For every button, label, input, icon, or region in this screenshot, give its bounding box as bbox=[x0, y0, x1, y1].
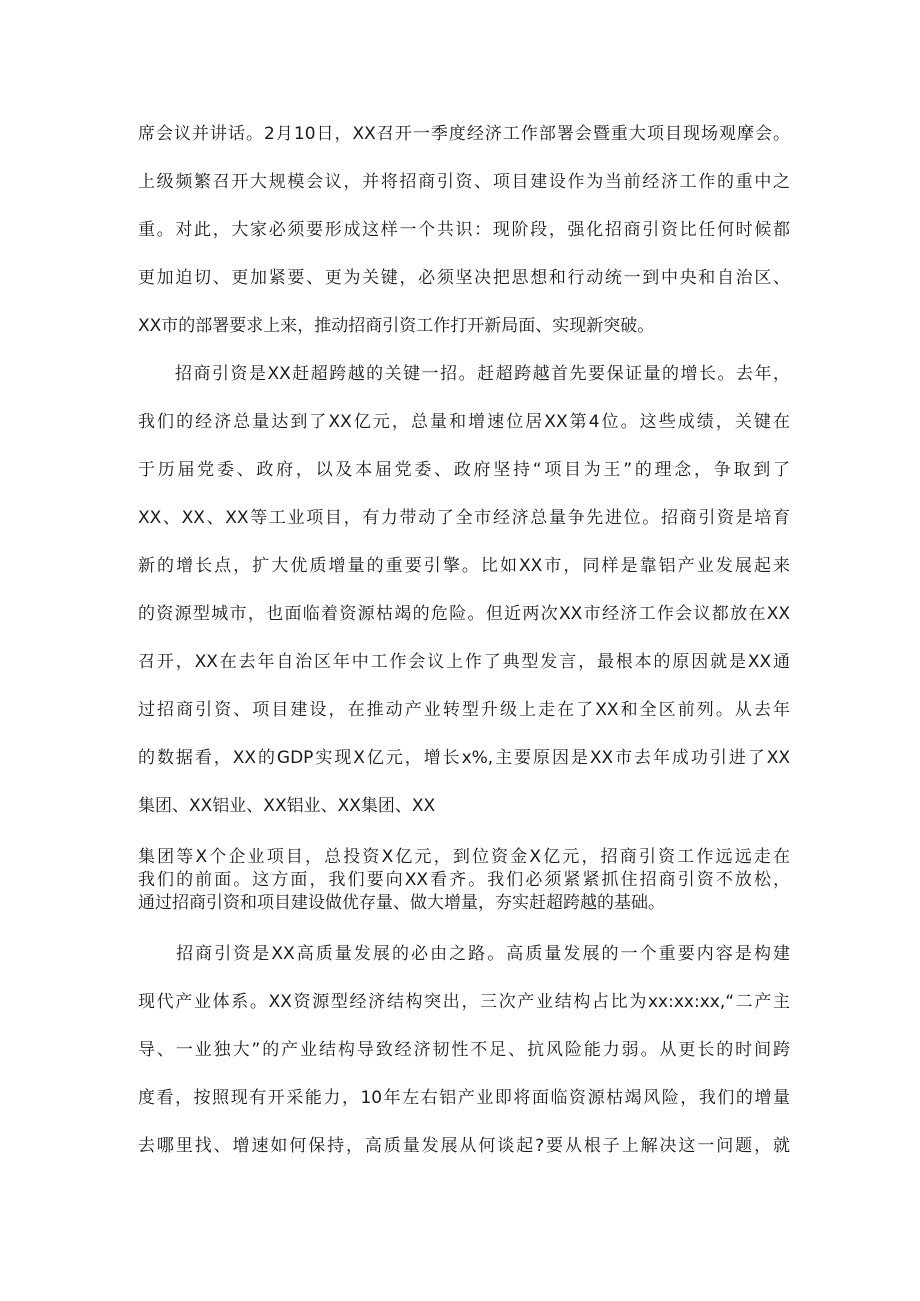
text-line: 集团等X个企业项目，总投资X亿元，到位资金X亿元，招商引资工作远远走在 bbox=[138, 847, 790, 867]
paragraph-1 bbox=[138, 110, 790, 350]
text-line: 导、一业独大”的产业结构导致经济韧性不足、抗风险能力弱。从更长的时间跨 bbox=[138, 1040, 790, 1060]
text-line: 通过招商引资和项目建设做优存量、做大增量，夯实赶超跨越的基础。 bbox=[138, 893, 665, 913]
text-line: 我们的前面。这方面，我们要向XX看齐。我们必须紧紧抓住招商引资不放松， bbox=[138, 870, 790, 890]
paragraph-4 bbox=[138, 930, 790, 1170]
text-line: 集团、XX铝业、XX铝业、XX集团、XX bbox=[138, 796, 436, 816]
text-line: 我们的经济总量达到了XX亿元，总量和增速位居XX第4位。这些成绩，关键在 bbox=[138, 412, 790, 432]
text-line: 于历届党委、政府，以及本届党委、政府坚持“项目为王”的理念，争取到了 bbox=[138, 460, 790, 480]
text-line: XX、XX、XX等工业项目，有力带动了全市经济总量争先进位。招商引资是培育 bbox=[138, 508, 790, 528]
paragraph-2 bbox=[138, 350, 790, 830]
text-line: 更加迫切、更加紧要、更为关键，必须坚决把思想和行动统一到中央和自治区、 bbox=[138, 268, 790, 288]
paragraph-3 bbox=[138, 846, 790, 915]
text-line: 过招商引资、项目建设，在推动产业转型升级上走在了XX和全区前列。从去年 bbox=[138, 700, 790, 720]
text-line: 招商引资是XX高质量发展的必由之路。高质量发展的一个重要内容是构建 bbox=[138, 944, 790, 964]
text-line: 新的增长点，扩大优质增量的重要引擎。比如XX市，同样是靠铝产业发展起来 bbox=[138, 556, 790, 576]
text-line: XX市的部署要求上来，推动招商引资工作打开新局面、实现新突破。 bbox=[138, 316, 655, 336]
text-line: 席会议并讲话。2月10日，XX召开一季度经济工作部署会暨重大项目现场观摩会。 bbox=[138, 124, 790, 144]
text-line: 重。对此，大家必须要形成这样一个共识：现阶段，强化招商引资比任何时候都 bbox=[138, 220, 790, 240]
text-line: 上级频繁召开大规模会议，并将招商引资、项目建设作为当前经济工作的重中之 bbox=[138, 172, 790, 192]
text-line: 召开，XX在去年自治区年中工作会议上作了典型发言，最根本的原因就是XX通 bbox=[138, 652, 790, 672]
text-line: 的资源型城市，也面临着资源枯竭的危险。但近两次XX市经济工作会议都放在XX bbox=[138, 604, 790, 624]
text-line: 招商引资是XX赶超跨越的关键一招。赶超跨越首先要保证量的增长。去年， bbox=[138, 364, 790, 384]
text-line: 去哪里找、增速如何保持，高质量发展从何谈起?要从根子上解决这一问题，就 bbox=[138, 1136, 790, 1156]
text-line: 度看，按照现有开采能力，10年左右铝产业即将面临资源枯竭风险，我们的增量 bbox=[138, 1088, 790, 1108]
text-line: 的数据看，XX的GDP实现X亿元，增长x%,主要原因是XX市去年成功引进了XX bbox=[138, 748, 790, 768]
text-line: 现代产业体系。XX资源型经济结构突出，三次产业结构占比为xx:xx:xx,“二产主 bbox=[138, 992, 790, 1012]
